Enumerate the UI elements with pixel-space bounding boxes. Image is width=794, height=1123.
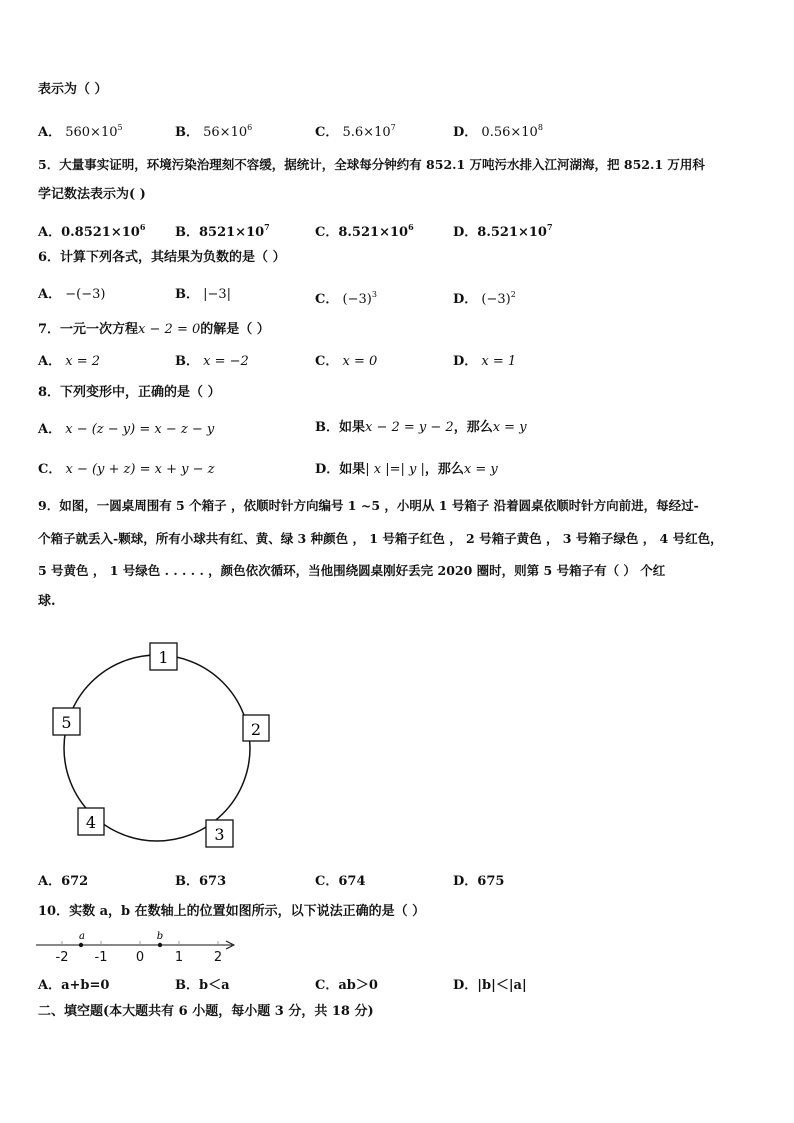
number-line [36,931,246,965]
q5-stem-line1: 5．大量事实证明，环境污染治理刻不容缓，据统计，全球每分钟约有 852.1 万吨污水排入江河湖海，把 852.1 万用科 [38,157,705,172]
q9-stem-line1: 9．如图，一圆桌周围有 5 个箱子 ，依顺时针方向编号 1 ~5 ，小明从 1 号箱子 沿着圆桌依顺时针方向前进，每经过- [38,498,699,513]
box-1 [150,643,177,670]
q8-option-c: C． x − (y + z) = x + y − z [38,462,215,477]
tick-label-minus-2: -2 [55,950,69,965]
q5-option-a: A．$0.8521\times 10^6$ [38,222,146,240]
q4-option-d: D． $0.56\times 10^8$ [453,123,543,140]
svg-text:2: 2 [250,720,262,739]
tick-label-2: 2 [213,950,223,965]
q9-stem-line2: 个箱子就丢入-颗球，所有小球共有红、黄、绿 3 种颜色 ， 1 号箱子红色 ， 2 号箱子黄色 ， 3 号箱子绿色 ， 4 号红色， [38,531,723,546]
svg-text:5: 5 [61,713,72,732]
point-b-label: b [156,931,164,942]
q9-option-c: C．674 [315,874,366,889]
point-a-dot [79,943,83,947]
q10-stem: 10．实数 a，b 在数轴上的位置如图所示，以下说法正确的是（ ） [38,904,426,919]
q5-stem-line2: 学记数法表示为( ) [38,187,146,202]
q8-option-d: D．如果| x |=| y |，那么x = y [315,462,498,477]
q10-option-b: B．b＜a [175,978,230,993]
q8-option-b: B．如果x − 2 = y − 2，那么x = y [315,420,527,435]
q6-option-b: B． |−3| [175,287,232,302]
q6-option-c: C． $(-3)^3$ [315,290,377,307]
tick-label-1: 1 [174,950,184,965]
q6-option-a: A． −(−3) [38,287,106,302]
q9-stem-line3: 5 号黄色 ， 1 号绿色 . . . . . ，颜色依次循环，当他围绕圆桌刚好丢完 2020 圈时，则第 5 号箱子有（ ） 个红 [38,563,666,578]
box-4 [78,808,104,835]
q4-option-a: A． $560\times 10^5$ [38,123,123,140]
point-b-dot [158,943,162,947]
q7-stem: 7．一元一次方程x − 2 = 0的解是（ ） [38,322,270,337]
q4-option-b: B． $56\times 10^6$ [175,123,253,140]
q7-option-d: D． x = 1 [453,354,517,369]
svg-text:4: 4 [85,813,97,832]
q9-option-d: D．675 [453,874,505,889]
section-2-heading: 二、填空题(本大题共有 6 小题，每小题 3 分，共 18 分) [38,1004,374,1019]
svg-text:1: 1 [158,648,169,667]
q9-option-a: A．672 [38,874,89,889]
tick-label-0: 0 [135,950,145,965]
box-3 [206,820,233,847]
q6-stem: 6．计算下列各式，其结果为负数的是（ ） [38,250,286,265]
box-2 [243,715,269,741]
q5-option-b: B．$8521\times 10^7$ [175,222,270,240]
q4-stem-tail: 表示为（ ） [38,82,108,97]
point-a-label: a [79,931,85,942]
q6-option-d: D． $(-3)^2$ [453,290,516,307]
q9-stem-line4: 球. [38,594,56,609]
round-table-figure [50,640,280,855]
q10-option-a: A．a+b=0 [38,978,110,993]
box-5 [53,708,80,735]
q8-stem: 8．下列变形中，正确的是（ ） [38,385,221,400]
svg-text:3: 3 [214,825,225,844]
q10-option-d: D．|b|＜|a| [453,978,527,993]
q5-option-d: D．$8.521\times 10^7$ [453,222,553,240]
q10-option-c: C．ab＞0 [315,978,378,993]
q4-option-c: C． $5.6\times 10^7$ [315,123,396,140]
q7-option-b: B． x = −2 [175,354,249,369]
tick-label-minus-1: -1 [94,950,108,965]
q5-option-c: C．$8.521\times 10^6$ [315,222,414,240]
q7-option-a: A． x = 2 [38,354,100,369]
q7-option-c: C． x = 0 [315,354,378,369]
q9-option-b: B．673 [175,874,227,889]
q8-option-a: A． x − (z − y) = x − z − y [38,422,215,437]
